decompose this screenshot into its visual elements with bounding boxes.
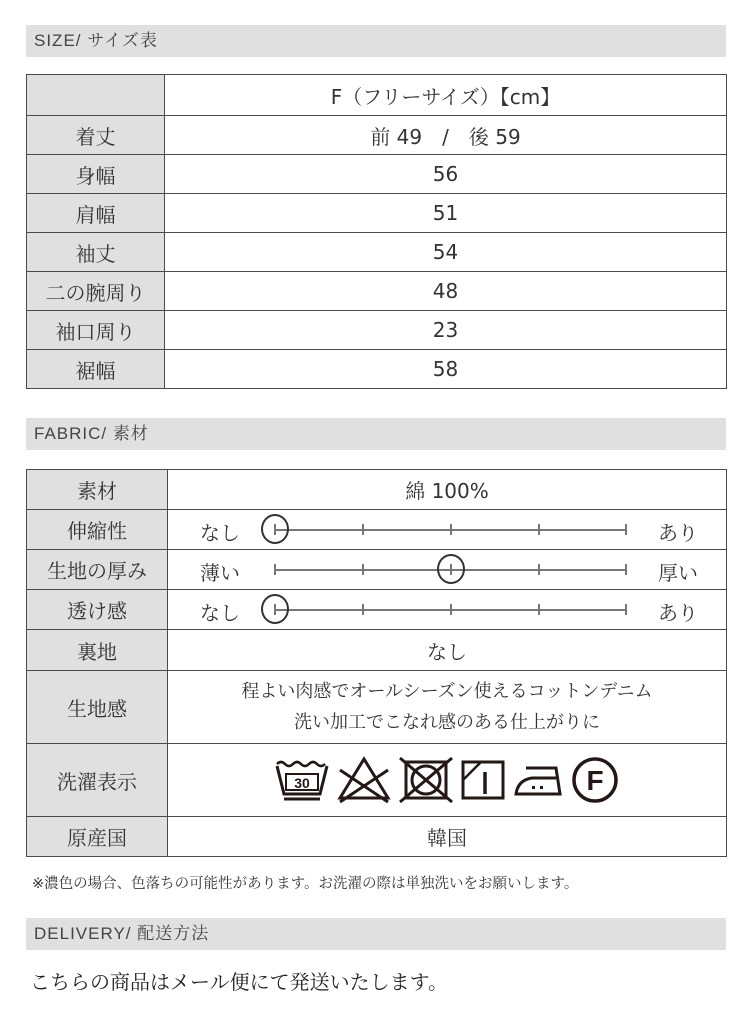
row-value: 綿 100% [168, 470, 727, 510]
scale-max-label: あり [658, 601, 698, 625]
row-value: 56 [165, 155, 727, 194]
no-tumble-dry-icon [398, 756, 454, 804]
row-label: 生地感 [27, 671, 168, 744]
dry-clean-f-icon [570, 755, 620, 805]
row-value: なし [168, 630, 727, 671]
stretch-row [27, 510, 727, 550]
texture-line-2: 洗い加工でこなれ感のある仕上がりに [294, 712, 600, 733]
wash-30-icon [274, 758, 330, 802]
size-table [26, 74, 727, 389]
svg-text:30: 30 [294, 775, 310, 791]
origin-row [27, 817, 727, 857]
delivery-text: こちらの商品はメール便にて発送いたします。 [30, 970, 448, 994]
row-value: 前 49 / 後 59 [165, 116, 727, 155]
table-row [27, 233, 727, 272]
row-label: 身幅 [27, 155, 165, 194]
table-row [27, 194, 727, 233]
table-row [27, 311, 727, 350]
row-label: 肩幅 [27, 194, 165, 233]
lining-row [27, 630, 727, 671]
material-row [27, 470, 727, 510]
row-label: 袖丈 [27, 233, 165, 272]
scale-marker [437, 554, 465, 584]
row-label: 裏地 [27, 630, 168, 671]
texture-row [27, 671, 727, 744]
row-label: 袖口周り [27, 311, 165, 350]
scale-max-label: あり [658, 521, 698, 545]
row-value: 54 [165, 233, 727, 272]
row-label: 着丈 [27, 116, 165, 155]
stretch-scale [168, 510, 726, 549]
row-label: 原産国 [27, 817, 168, 857]
row-label: 伸縮性 [27, 510, 168, 550]
line-dry-shade-icon [460, 758, 506, 802]
table-row [27, 350, 727, 389]
scale-marker [261, 514, 289, 544]
row-label: 洗濯表示 [27, 744, 168, 817]
delivery-section-header: DELIVERY/ 配送方法 [26, 918, 726, 950]
scale-min-label: なし [200, 521, 240, 545]
sheerness-row [27, 590, 727, 630]
fabric-table [26, 469, 727, 857]
table-row [27, 155, 727, 194]
row-value: 51 [165, 194, 727, 233]
size-table-corner [27, 75, 165, 116]
row-label: 透け感 [27, 590, 168, 630]
row-label: 二の腕周り [27, 272, 165, 311]
scale-min-label: 薄い [200, 561, 240, 585]
care-icons [168, 755, 726, 805]
svg-text:F: F [586, 765, 604, 796]
scale-min-label: なし [200, 601, 240, 625]
row-value: 23 [165, 311, 727, 350]
table-row [27, 272, 727, 311]
size-column-header: F（フリーサイズ）【cm】 [165, 75, 727, 116]
texture-line-1: 程よい肉感でオールシーズン使えるコットンデニム [241, 681, 653, 702]
table-row [27, 116, 727, 155]
care-note: ※濃色の場合、色落ちの可能性があります。お洗濯の際は単独洗いをお願いします。 [32, 876, 579, 892]
scale-marker [261, 594, 289, 624]
fabric-section-header: FABRIC/ 素材 [26, 418, 726, 450]
row-value: 58 [165, 350, 727, 389]
iron-low-icon [512, 760, 564, 800]
sheerness-scale [168, 590, 726, 629]
no-bleach-icon [336, 756, 392, 804]
care-row [27, 744, 727, 817]
thickness-row [27, 550, 727, 590]
row-label: 裾幅 [27, 350, 165, 389]
scale-max-label: 厚い [658, 561, 698, 585]
row-label: 生地の厚み [27, 550, 168, 590]
thickness-scale [168, 550, 726, 589]
row-value: 48 [165, 272, 727, 311]
size-section-header: SIZE/ サイズ表 [26, 25, 726, 57]
row-value: 韓国 [168, 817, 727, 857]
row-label: 素材 [27, 470, 168, 510]
